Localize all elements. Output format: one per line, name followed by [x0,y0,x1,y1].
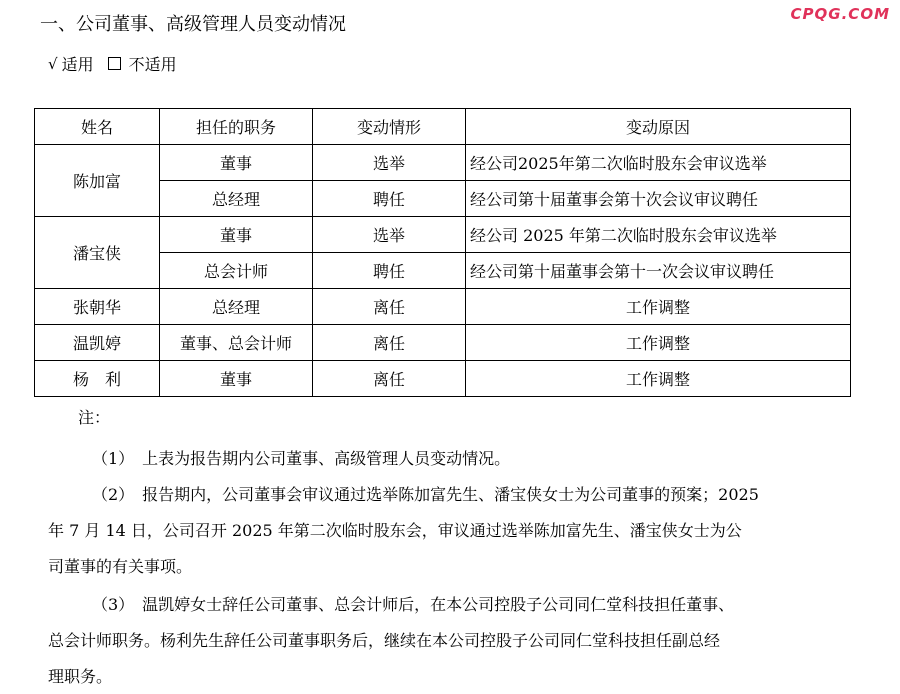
applicability-row [48,52,177,75]
reason-cell: 工作调整 [625,334,690,353]
header-position: 担任的职务 [195,118,276,137]
change-cell: 离任 [372,334,405,353]
position-cell: 总经理 [211,190,260,209]
position-cell: 董事、总会计师 [179,334,292,353]
personnel-change-table [34,108,851,397]
header-reason: 变动原因 [625,118,690,137]
applicable-label: 适用 [61,55,94,74]
note-2-line-3: 司董事的有关事项。 [48,557,193,576]
empty-checkbox-icon [108,57,121,70]
note-1: （1） 上表为报告期内公司董事、高级管理人员变动情况。 [92,449,511,468]
change-cell: 离任 [372,298,405,317]
table-row [35,289,851,325]
reason-cell: 工作调整 [625,370,690,389]
table-row [35,361,851,397]
position-cell: 董事 [219,370,252,389]
change-cell: 选举 [372,226,405,245]
change-cell: 离任 [372,370,405,389]
note-2-line-1: （2） 报告期内，公司董事会审议通过选举陈加富先生、潘宝侠女士为公司董事的预案；2025 [92,485,759,504]
table-row [35,217,851,253]
change-cell: 选举 [372,154,405,173]
header-name: 姓名 [80,118,113,137]
table-row [35,325,851,361]
person-name: 张朝华 [72,298,121,317]
note-3-line-1: （3） 温凯婷女士辞任公司董事、总会计师后，在本公司控股子公司同仁堂科技担任董事、 [92,595,735,614]
note-2-line-2: 年 7 月 14 日，公司召开 2025 年第二次临时股东会，审议通过选举陈加富先生、潘宝侠女士为公 [48,521,742,540]
reason-cell: 工作调整 [625,298,690,317]
position-cell: 董事 [219,226,252,245]
note-3-line-3: 理职务。 [48,667,113,686]
table-row [35,145,851,181]
reason-cell: 经公司第十届董事会第十一次会议审议聘任 [470,262,775,281]
note-3-line-2: 总会计师职务。杨利先生辞任公司董事职务后，继续在本公司控股子公司同仁堂科技担任副总经 [48,631,721,650]
person-name: 潘宝侠 [72,244,121,263]
person-name: 杨 利 [72,370,121,389]
section-heading: 一、公司董事、高级管理人员变动情况 [40,14,346,35]
reason-cell: 经公司第十届董事会第十次会议审议聘任 [470,190,759,209]
position-cell: 董事 [219,154,252,173]
position-cell: 总经理 [211,298,260,317]
position-cell: 总会计师 [203,262,268,281]
watermark-logo: CPQG.COM [790,5,890,23]
notes-label: 注： [78,408,111,427]
table-header-row [35,109,851,145]
check-mark-icon: √ [48,54,58,73]
header-change: 变动情形 [356,118,421,137]
reason-cell: 经公司2025年第二次临时股东会审议选举 [470,154,767,173]
person-name: 温凯婷 [72,334,121,353]
person-name: 陈加富 [72,172,121,191]
reason-cell: 经公司 2025 年第二次临时股东会审议选举 [470,226,777,245]
not-applicable-label: 不适用 [128,55,177,74]
change-cell: 聘任 [372,190,405,209]
change-cell: 聘任 [372,262,405,281]
